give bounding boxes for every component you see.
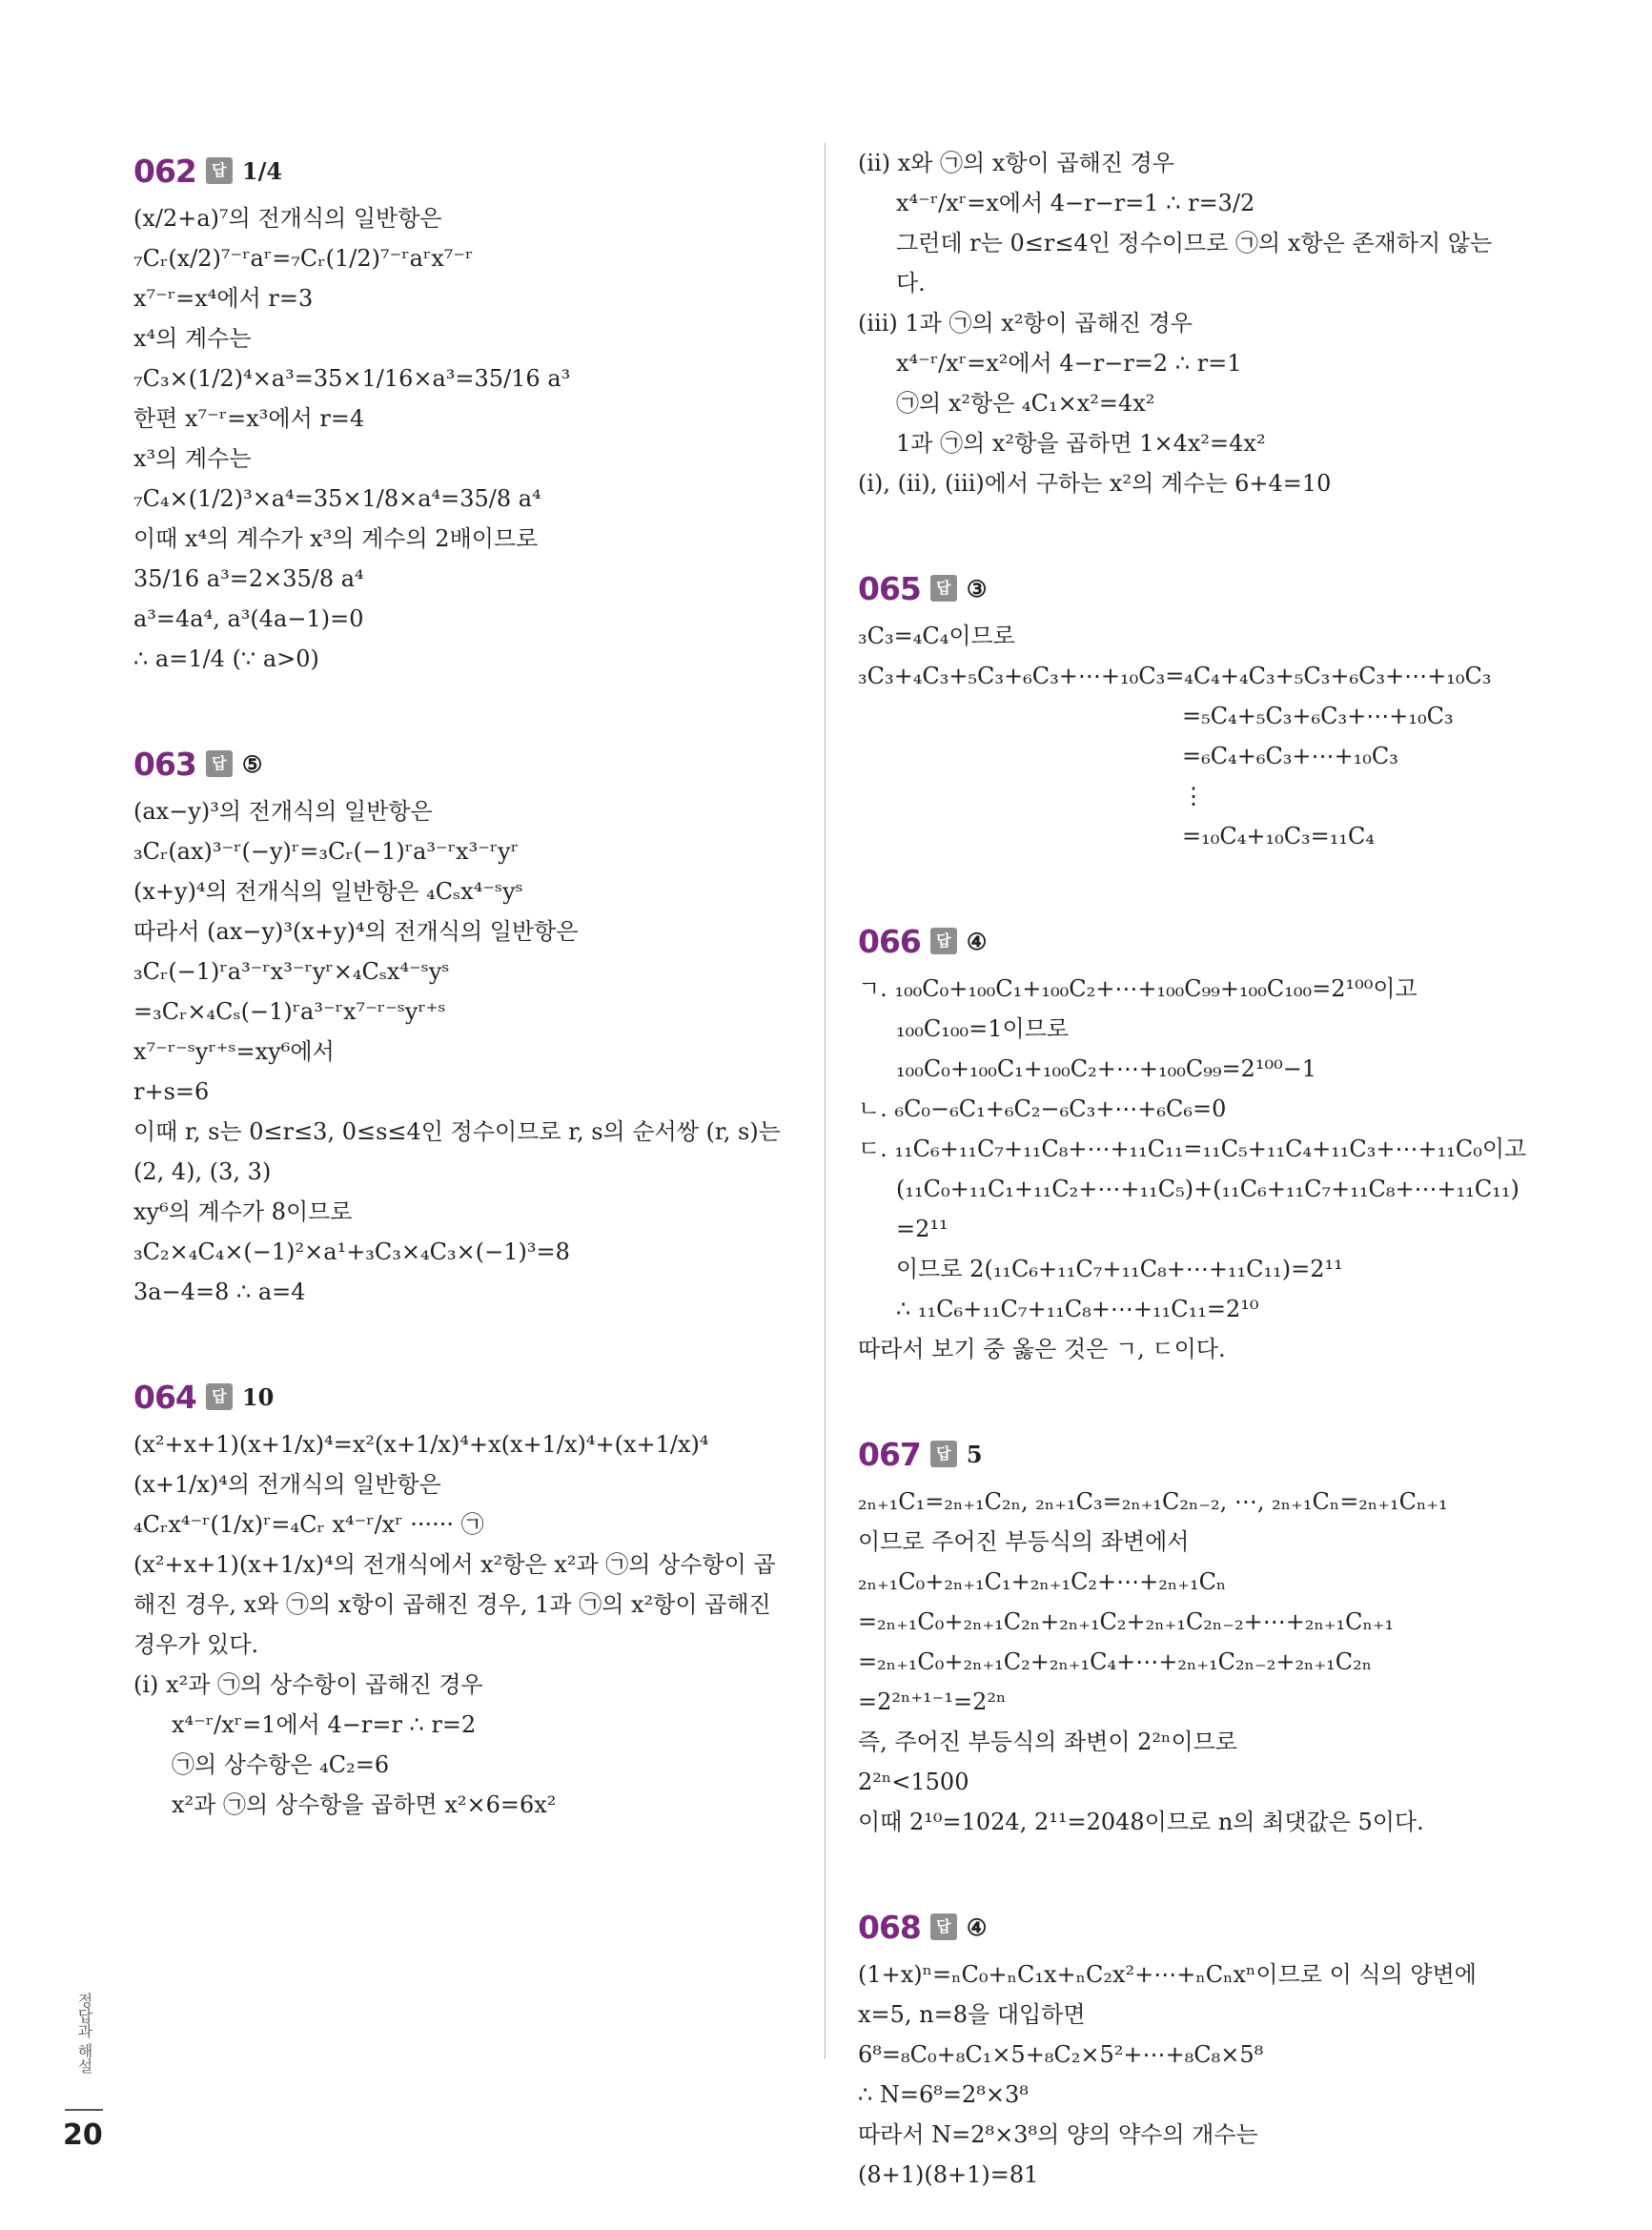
right-column bbox=[858, 143, 1563, 2195]
answer-value: 1/4 bbox=[241, 156, 283, 185]
solution-line: ⋮ bbox=[1182, 783, 1205, 809]
solution-line: =2¹¹ bbox=[896, 1216, 948, 1242]
solution-line: 해진 경우, x와 ㉠의 x항이 곱해진 경우, 1과 ㉠의 x²항이 곱해진 bbox=[133, 1591, 771, 1618]
solution-line: ₇Cᵣ(x/2)⁷⁻ʳaʳ=₇Cᵣ(1/2)⁷⁻ʳaʳx⁷⁻ʳ bbox=[133, 245, 474, 272]
solution-line: (ⅲ) 1과 ㉠의 x²항이 곱해진 경우 bbox=[858, 310, 1193, 337]
solution-line: xy⁶의 계수가 8이므로 bbox=[133, 1198, 353, 1225]
solution-line: 다. bbox=[896, 270, 926, 297]
problem-block bbox=[858, 143, 1563, 503]
solution-line: ₁₀₀C₁₀₀=1이므로 bbox=[896, 1015, 1070, 1042]
solution-line: x⁴의 계수는 bbox=[133, 325, 252, 352]
solution-line: =₆C₄+₆C₃+⋯+₁₀C₃ bbox=[1182, 743, 1398, 769]
solution-line: 즉, 주어진 부등식의 좌변이 2²ⁿ이므로 bbox=[858, 1729, 1237, 1755]
solution-line: ㄴ. ₆C₀−₆C₁+₆C₂−₆C₃+⋯+₆C₆=0 bbox=[858, 1095, 1227, 1122]
answer-badge: 답 bbox=[930, 928, 957, 954]
answer-badge: 답 bbox=[930, 575, 957, 602]
left-column bbox=[133, 143, 839, 1825]
solution-line: x²과 ㉠의 상수항을 곱하면 x²×6=6x² bbox=[172, 1791, 557, 1818]
problem-header bbox=[858, 561, 1563, 616]
solution-line: ㄷ. ₁₁C₆+₁₁C₇+₁₁C₈+⋯+₁₁C₁₁=₁₁C₅+₁₁C₄+₁₁C₃+⋯+₁₁C₀이고 bbox=[858, 1135, 1527, 1162]
solution-line: (x+y)⁴의 전개식의 일반항은 ₄Cₛx⁴⁻ˢyˢ bbox=[133, 878, 523, 905]
solution-line: x⁴⁻ʳ/xʳ=x²에서 4−r−r=2 ∴ r=1 bbox=[896, 350, 1242, 377]
solution-line: (x+1/x)⁴의 전개식의 일반항은 bbox=[133, 1471, 441, 1498]
answer-value: ③ bbox=[966, 574, 988, 603]
answer-badge: 답 bbox=[930, 1441, 957, 1467]
solution-line: 이므로 2(₁₁C₆+₁₁C₇+₁₁C₈+⋯+₁₁C₁₁)=2¹¹ bbox=[896, 1256, 1343, 1282]
solution-line: 경우가 있다. bbox=[133, 1631, 259, 1658]
solution-line: ∴ N=6⁸=2⁸×3⁸ bbox=[858, 2081, 1029, 2108]
problem-number: 062 bbox=[133, 152, 196, 190]
solution-line: 이때 r, s는 0≤r≤3, 0≤s≤4인 정수이므로 r, s의 순서쌍 (r, s)는 bbox=[133, 1118, 781, 1145]
solution-line: x⁴⁻ʳ/xʳ=1에서 4−r=r ∴ r=2 bbox=[172, 1711, 477, 1738]
solution-line: ₄Cᵣx⁴⁻ʳ(1/x)ʳ=₄Cᵣ x⁴⁻ʳ/xʳ ······ ㉠ bbox=[133, 1511, 484, 1538]
problem-number: 068 bbox=[858, 1908, 921, 1946]
solution-line: (x/2+a)⁷의 전개식의 일반항은 bbox=[133, 205, 442, 232]
problem-number: 067 bbox=[858, 1435, 921, 1473]
problem-spacer bbox=[858, 856, 1563, 913]
solution-line: 6⁸=₈C₀+₈C₁×5+₈C₂×5²+⋯+₈C₈×5⁸ bbox=[858, 2041, 1264, 2068]
answer-value: ④ bbox=[966, 1913, 988, 1941]
solution-line: r+s=6 bbox=[133, 1078, 210, 1105]
answer-value: ④ bbox=[966, 927, 988, 955]
problem-header bbox=[133, 736, 839, 791]
solution-line: (ax−y)³의 전개식의 일반항은 bbox=[133, 798, 433, 825]
problem-header bbox=[858, 1899, 1563, 1954]
solution-line: =₁₀C₄+₁₀C₃=₁₁C₄ bbox=[1182, 823, 1376, 849]
solution-line: 이때 x⁴의 계수가 x³의 계수의 2배이므로 bbox=[133, 525, 539, 552]
solution-line: =2²ⁿ⁺¹⁻¹=2²ⁿ bbox=[858, 1688, 1007, 1715]
solution-line: 따라서 보기 중 옳은 것은 ㄱ, ㄷ이다. bbox=[858, 1336, 1226, 1362]
problem-block bbox=[133, 736, 839, 1312]
problem-spacer bbox=[858, 1369, 1563, 1426]
solution-line: x=5, n=8을 대입하면 bbox=[858, 2001, 1086, 2028]
solution-line: 한편 x⁷⁻ʳ=x³에서 r=4 bbox=[133, 405, 365, 432]
solution-line: ₂ₙ₊₁C₁=₂ₙ₊₁C₂ₙ, ₂ₙ₊₁C₃=₂ₙ₊₁C₂ₙ₋₂, ⋯, ₂ₙ₊₁Cₙ=₂ₙ₊₁Cₙ₊₁ bbox=[858, 1488, 1448, 1515]
solution-line: 따라서 N=2⁸×3⁸의 양의 약수의 개수는 bbox=[858, 2121, 1258, 2148]
problem-number: 066 bbox=[858, 922, 921, 960]
solution-line: a³=4a⁴, a³(4a−1)=0 bbox=[133, 605, 364, 632]
solution-line: ∴ a=1/4 (∵ a>0) bbox=[133, 645, 319, 672]
solution-line: ㄱ. ₁₀₀C₀+₁₀₀C₁+₁₀₀C₂+⋯+₁₀₀C₉₉+₁₀₀C₁₀₀=2¹⁰⁰이고 bbox=[858, 975, 1417, 1002]
solution-line: ₇C₄×(1/2)³×a⁴=35×1/8×a⁴=35/8 a⁴ bbox=[133, 485, 541, 512]
solution-line: ㉠의 x²항은 ₄C₁×x²=4x² bbox=[896, 390, 1155, 417]
problem-header bbox=[133, 1369, 839, 1424]
problem-header bbox=[858, 1426, 1563, 1482]
solution-line: =₅C₄+₅C₃+₆C₃+⋯+₁₀C₃ bbox=[1182, 703, 1454, 729]
problem-spacer bbox=[133, 679, 839, 736]
solution-line: (ⅱ) x와 ㉠의 x항이 곱해진 경우 bbox=[858, 150, 1174, 176]
solution-line: 35/16 a³=2×35/8 a⁴ bbox=[133, 565, 364, 592]
solution-line: ₂ₙ₊₁C₀+₂ₙ₊₁C₁+₂ₙ₊₁C₂+⋯+₂ₙ₊₁Cₙ bbox=[858, 1568, 1227, 1595]
solution-line: (ⅰ), (ⅱ), (ⅲ)에서 구하는 x²의 계수는 6+4=10 bbox=[858, 470, 1332, 497]
problem-block bbox=[858, 1899, 1563, 2195]
solution-line: =₂ₙ₊₁C₀+₂ₙ₊₁C₂ₙ+₂ₙ₊₁C₂+₂ₙ₊₁C₂ₙ₋₂+⋯+₂ₙ₊₁Cₙ₊₁ bbox=[858, 1608, 1395, 1635]
solution-line: =₃Cᵣ×₄Cₛ(−1)ʳa³⁻ʳx⁷⁻ʳ⁻ˢyʳ⁺ˢ bbox=[133, 998, 446, 1025]
solution-line: ∴ ₁₁C₆+₁₁C₇+₁₁C₈+⋯+₁₁C₁₁=2¹⁰ bbox=[896, 1296, 1259, 1322]
side-section-label: 정답과 해설 bbox=[75, 1993, 93, 2075]
answer-badge: 답 bbox=[930, 1913, 957, 1940]
problem-block bbox=[133, 143, 839, 679]
solution-line: ₃C₃+₄C₃+₅C₃+₆C₃+⋯+₁₀C₃=₄C₄+₄C₃+₅C₃+₆C₃+⋯+₁₀C₃ bbox=[858, 663, 1492, 689]
solution-line: ㉠의 상수항은 ₄C₂=6 bbox=[172, 1751, 390, 1778]
solution-line: x⁴⁻ʳ/xʳ=x에서 4−r−r=1 ∴ r=3/2 bbox=[896, 190, 1255, 216]
solution-line: ₃C₃=₄C₄이므로 bbox=[858, 623, 1015, 649]
solution-line: 3a−4=8 ∴ a=4 bbox=[133, 1279, 306, 1305]
problem-header bbox=[858, 913, 1563, 969]
solution-line: ₃C₂×₄C₄×(−1)²×a¹+₃C₃×₄C₃×(−1)³=8 bbox=[133, 1238, 570, 1265]
solution-line: x⁷⁻ʳ=x⁴에서 r=3 bbox=[133, 285, 314, 312]
problem-block bbox=[858, 913, 1563, 1369]
solution-line: 따라서 (ax−y)³(x+y)⁴의 전개식의 일반항은 bbox=[133, 918, 579, 945]
answer-value: 10 bbox=[241, 1382, 275, 1411]
problem-spacer bbox=[858, 1842, 1563, 1899]
problem-header bbox=[133, 143, 839, 198]
solution-line: (ⅰ) x²과 ㉠의 상수항이 곱해진 경우 bbox=[133, 1671, 483, 1698]
solution-line: ₁₀₀C₀+₁₀₀C₁+₁₀₀C₂+⋯+₁₀₀C₉₉=2¹⁰⁰−1 bbox=[896, 1055, 1317, 1082]
problem-spacer bbox=[133, 1312, 839, 1369]
answer-value: 5 bbox=[966, 1440, 983, 1468]
problem-block bbox=[858, 1426, 1563, 1842]
column-divider bbox=[825, 143, 826, 2059]
answer-badge: 답 bbox=[206, 1383, 233, 1410]
solution-line: 2²ⁿ<1500 bbox=[858, 1769, 969, 1795]
solution-line: (2, 4), (3, 3) bbox=[133, 1158, 272, 1185]
answer-badge: 답 bbox=[206, 157, 233, 184]
solution-line: =₂ₙ₊₁C₀+₂ₙ₊₁C₂+₂ₙ₊₁C₄+⋯+₂ₙ₊₁C₂ₙ₋₂+₂ₙ₊₁C₂ₙ bbox=[858, 1648, 1373, 1675]
solution-line: (1+x)ⁿ=ₙC₀+ₙC₁x+ₙC₂x²+⋯+ₙCₙxⁿ이므로 이 식의 양변에 bbox=[858, 1961, 1477, 1988]
page-number: 20 bbox=[63, 2118, 103, 2152]
problem-block bbox=[858, 561, 1563, 856]
solution-line: ₃Cᵣ(−1)ʳa³⁻ʳx³⁻ʳyʳ×₄Cₛx⁴⁻ˢyˢ bbox=[133, 958, 450, 985]
solution-line: (₁₁C₀+₁₁C₁+₁₁C₂+⋯+₁₁C₅)+(₁₁C₆+₁₁C₇+₁₁C₈+⋯+₁₁C₁₁) bbox=[896, 1176, 1519, 1202]
solution-line: 1과 ㉠의 x²항을 곱하면 1×4x²=4x² bbox=[896, 430, 1266, 457]
solution-line: x³의 계수는 bbox=[133, 445, 252, 472]
solution-line: ₇C₃×(1/2)⁴×a³=35×1/16×a³=35/16 a³ bbox=[133, 365, 571, 392]
solution-line: 이때 2¹⁰=1024, 2¹¹=2048이므로 n의 최댓값은 5이다. bbox=[858, 1809, 1424, 1835]
solution-line: (x²+x+1)(x+1/x)⁴의 전개식에서 x²항은 x²과 ㉠의 상수항이 곱 bbox=[133, 1551, 776, 1578]
solution-line: x⁷⁻ʳ⁻ˢyʳ⁺ˢ=xy⁶에서 bbox=[133, 1038, 335, 1065]
answer-badge: 답 bbox=[206, 750, 233, 777]
solution-line: 이므로 주어진 부등식의 좌변에서 bbox=[858, 1528, 1190, 1555]
solution-line: ₃Cᵣ(ax)³⁻ʳ(−y)ʳ=₃Cᵣ(−1)ʳa³⁻ʳx³⁻ʳyʳ bbox=[133, 838, 520, 865]
problem-spacer bbox=[858, 503, 1563, 561]
problem-block bbox=[133, 1369, 839, 1825]
problem-number: 063 bbox=[133, 745, 196, 783]
answer-value: ⑤ bbox=[241, 749, 263, 778]
problem-number: 064 bbox=[133, 1378, 196, 1416]
problem-number: 065 bbox=[858, 569, 921, 607]
solution-line: (8+1)(8+1)=81 bbox=[858, 2161, 1039, 2188]
solution-line: (x²+x+1)(x+1/x)⁴=x²(x+1/x)⁴+x(x+1/x)⁴+(x+1/x)⁴ bbox=[133, 1431, 709, 1458]
solution-line: 그런데 r는 0≤r≤4인 정수이므로 ㉠의 x항은 존재하지 않는 bbox=[896, 230, 1493, 256]
page-footer-rule bbox=[65, 2109, 103, 2111]
